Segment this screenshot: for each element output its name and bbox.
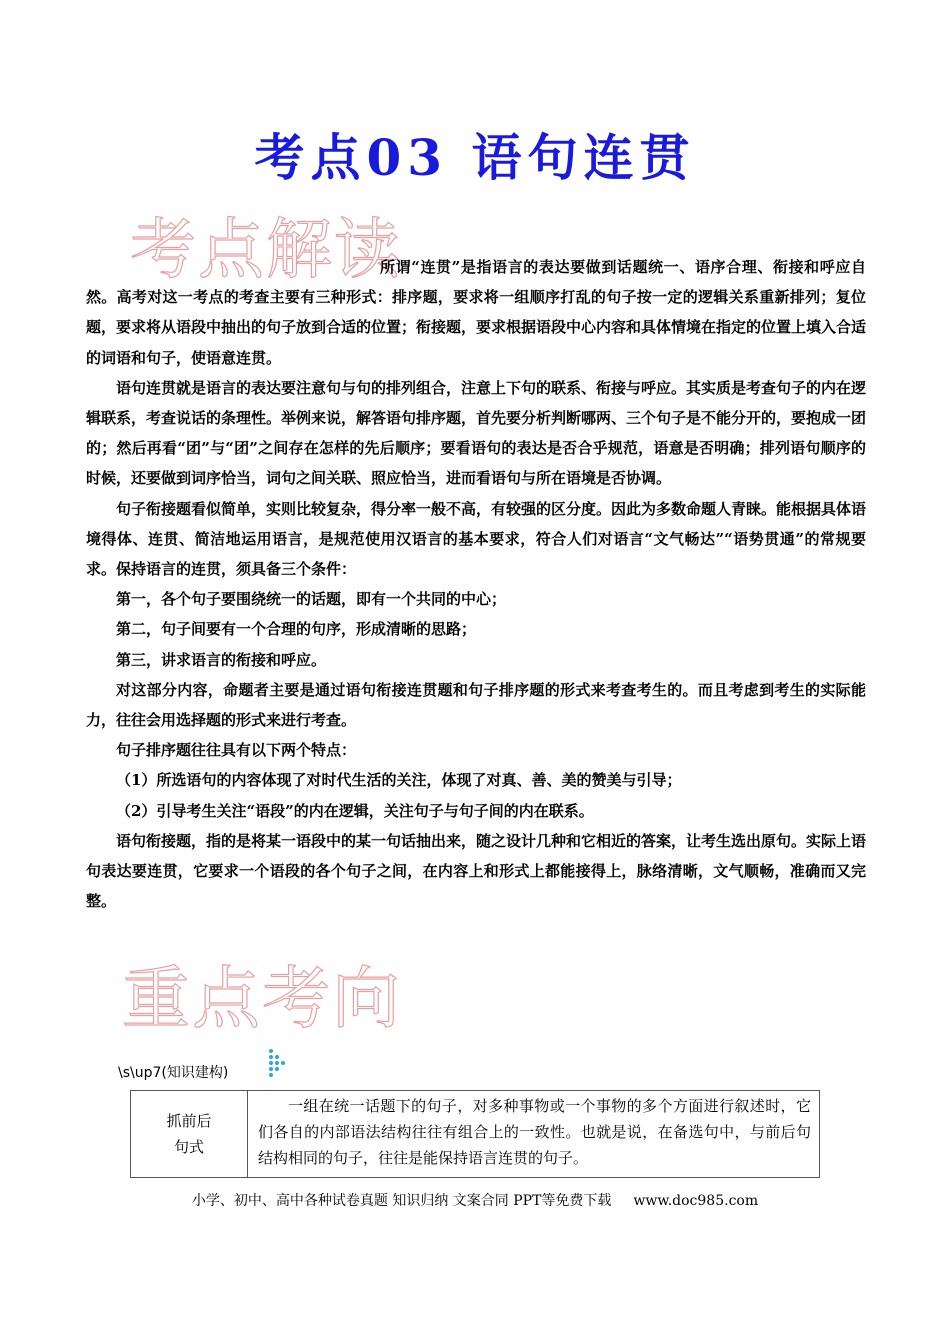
row-body-text: 一组在统一话题下的句子，对多种事物或一个事物的多个方面进行叙述时，它们各自的内部语法结构往往有组合上的一致性。也就是说，在备选句中，与前后句结构相同的句子，往往是能保持语言连贯的句子。 xyxy=(258,1097,811,1167)
page-title: 考点03 语句连贯 xyxy=(254,128,696,187)
paragraph: 句子衔接题看似简单，实则比较复杂，得分率一般不高，有较强的区分度。因此为多数命题人青睐。能根据具体语境得体、连贯、简洁地运用语言，是规范使用汉语言的基本要求，符合人们对语言“文气畅达”“语势贯通”的常规要求。保持语言的连贯，须具备三个条件： xyxy=(86,499,867,579)
paragraph: 第二，句子间要有一个合理的句序，形成清晰的思路； xyxy=(116,620,477,639)
knowledge-table xyxy=(130,1090,820,1178)
paragraph: 对这部分内容，命题者主要是通过语句衔接连贯题和句子排序题的形式来考查考生的。而且考虑到考生的实际能力，往往会用选择题的形式来进行考查。 xyxy=(86,680,866,730)
paragraph: （2）引导考生关注“语段”的内在逻辑，关注句子与句子间的内在联系。 xyxy=(116,801,594,820)
section-banner-interpretation: 考点解读 xyxy=(130,211,402,288)
paragraph: 语句连贯就是语言的表达要注意句与句的排列组合，注意上下句的联系、衔接与呼应。其实质是考查句子的内在逻辑联系，考查说话的条理性。举例来说，解答语句排序题，首先要分析判断哪两、三个句子是不能分开的，要抱成一团的；然后再看“团”与“团”之间存在怎样的先后顺序；要看语句的表达是否合乎规范，语意是否明确；排列语句顺序的时候，还要做到词序恰当，词句之间关联、照应恰当，进而看语句与所在语境是否协调。 xyxy=(86,378,867,488)
knowledge-label: \s\up7(知识建构) xyxy=(118,1065,229,1081)
paragraph: 句子排序题往往具有以下两个特点： xyxy=(116,741,357,760)
body-text xyxy=(86,252,866,916)
paragraph: 第三，讲求语言的衔接和呼应。 xyxy=(116,650,327,669)
footer xyxy=(0,1190,950,1210)
table-row xyxy=(131,1091,820,1178)
triangle-arrow-icon xyxy=(268,1048,292,1084)
paragraph: （1）所选语句的内容体现了对时代生活的关注，体现了对真、善、美的赞美与引导； xyxy=(116,771,682,790)
footer-text: 小学、初中、高中各种试卷真题 知识归纳 文案合同 PPT等免费下载 xyxy=(191,1193,612,1209)
row-head-line: 抓前后 xyxy=(166,1112,212,1130)
paragraph: 语句衔接题，指的是将某一语段中的某一句话抽出来，随之设计几种和它相近的答案，让考生选出原句。实际上语句表达要连贯，它要求一个语段的各个句子之间，在内容上和形式上都能接得上，脉络清晰，文气顺畅，准确而又完整。 xyxy=(86,831,867,911)
section-banner-focus: 重点考向 xyxy=(122,960,403,1039)
paragraph: 所谓“连贯”是指语言的表达要做到话题统一、语序合理、衔接和呼应自然。高考对这一考点的考查主要有三种形式：排序题，要求将一组顺序打乱的句子按一定的逻辑关系重新排列；复位题，要求将从语段中抽出的句子放到合适的位置；衔接题，要求根据语段中心内容和具体情境在指定的位置上填入合适的词语和句子，使语意连贯。 xyxy=(86,258,867,367)
footer-url[interactable]: www.doc985.com xyxy=(633,1193,759,1209)
row-head-line: 句式 xyxy=(173,1138,204,1156)
table-row-content xyxy=(248,1091,820,1178)
paragraph: 第一，各个句子要围绕统一的话题，即有一个共同的中心； xyxy=(116,590,507,609)
table-row-header xyxy=(131,1091,248,1178)
